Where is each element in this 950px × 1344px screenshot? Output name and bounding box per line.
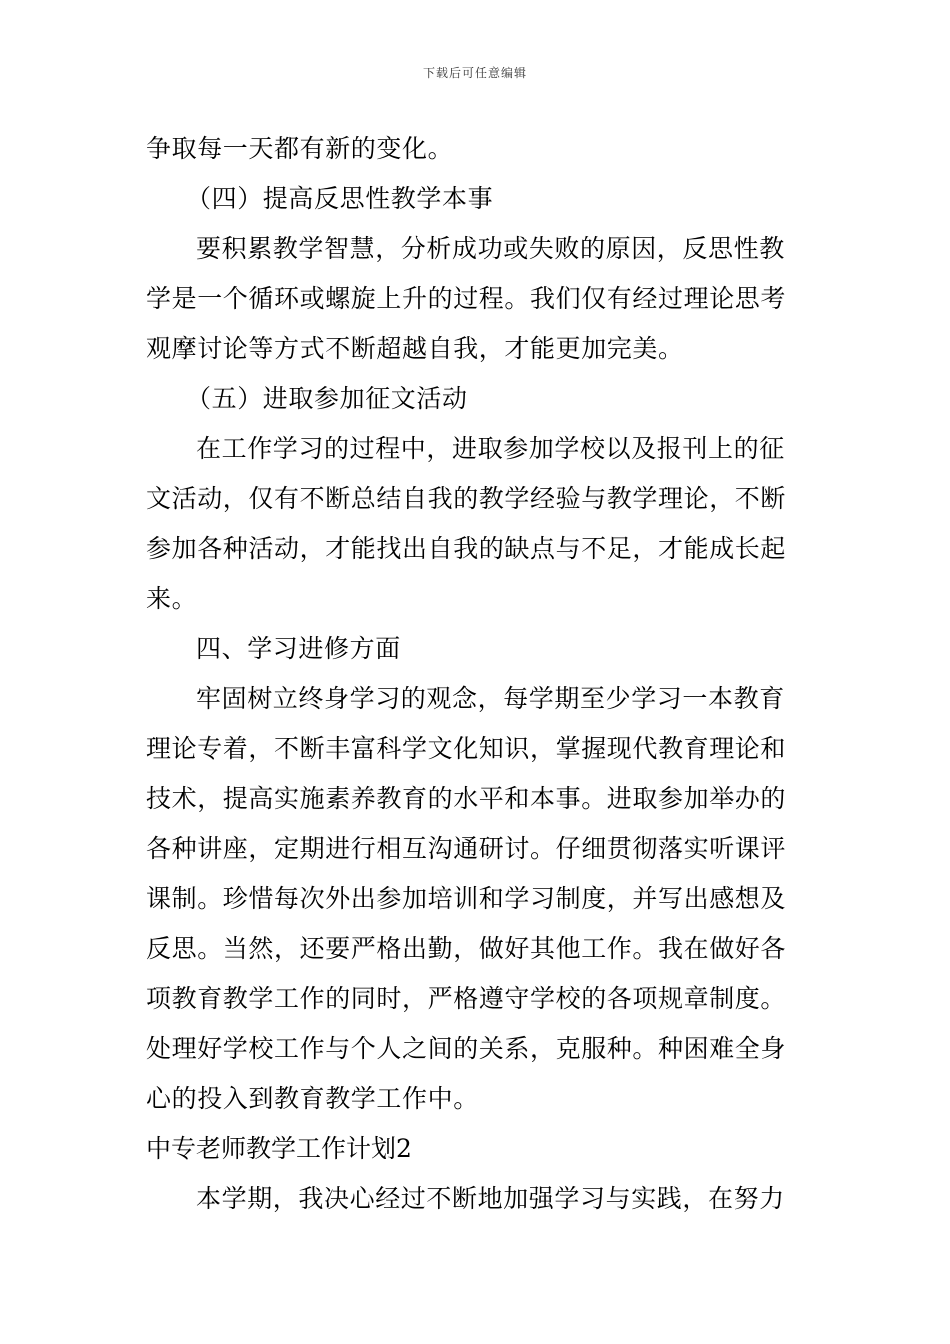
paragraph-line: 在工作学习的过程中，进取参加学校以及报刊上的征 [196,434,785,463]
document-title: 中专老师教学工作计划2 [146,1134,412,1163]
paragraph-line: 理论专着，不断丰富科学文化知识，掌握现代教育理论和 [146,734,787,763]
paragraph-line: 文活动，仅有不断总结自我的教学经验与教学理论，不断 [146,484,787,513]
page-header: 下载后可任意编辑 [422,66,527,80]
paragraph-line: 反思。当然，还要严格出勤，做好其他工作。我在做好各 [146,934,787,963]
paragraph-line: 各种讲座，定期进行相互沟通研讨。仔细贯彻落实听课评 [146,834,787,863]
paragraph-line: 课制。珍惜每次外出参加培训和学习制度，并写出感想及 [146,884,787,913]
section-heading: （四）提高反思性教学本事 [186,184,494,213]
section-heading: 四、学习进修方面 [196,634,401,663]
paragraph-line: 牢固树立终身学习的观念，每学期至少学习一本教育 [196,684,785,713]
paragraph-line: 争取每一天都有新的变化。 [146,134,454,163]
paragraph-line: 参加各种活动，才能找出自我的缺点与不足，才能成长起 [146,534,787,563]
paragraph-line: 要积累教学智慧，分析成功或失败的原因，反思性教 [196,234,785,263]
section-heading: （五）进取参加征文活动 [186,384,468,413]
paragraph-line: 项教育教学工作的同时，严格遵守学校的各项规章制度。 [146,984,787,1013]
paragraph-line: 处理好学校工作与个人之间的关系，克服种。种困难全身 [146,1034,787,1063]
paragraph-line: 观摩讨论等方式不断超越自我，才能更加完美。 [146,334,684,363]
paragraph-line: 来。 [146,584,198,613]
document-body [146,124,806,1224]
paragraph-line: 心的投入到教育教学工作中。 [146,1084,479,1113]
paragraph-line: 学是一个循环或螺旋上升的过程。我们仅有经过理论思考 [146,284,787,313]
paragraph-line: 技术，提高实施素养教育的水平和本事。进取参加举办的 [146,784,787,813]
paragraph-line: 本学期，我决心经过不断地加强学习与实践，在努力 [196,1184,785,1213]
